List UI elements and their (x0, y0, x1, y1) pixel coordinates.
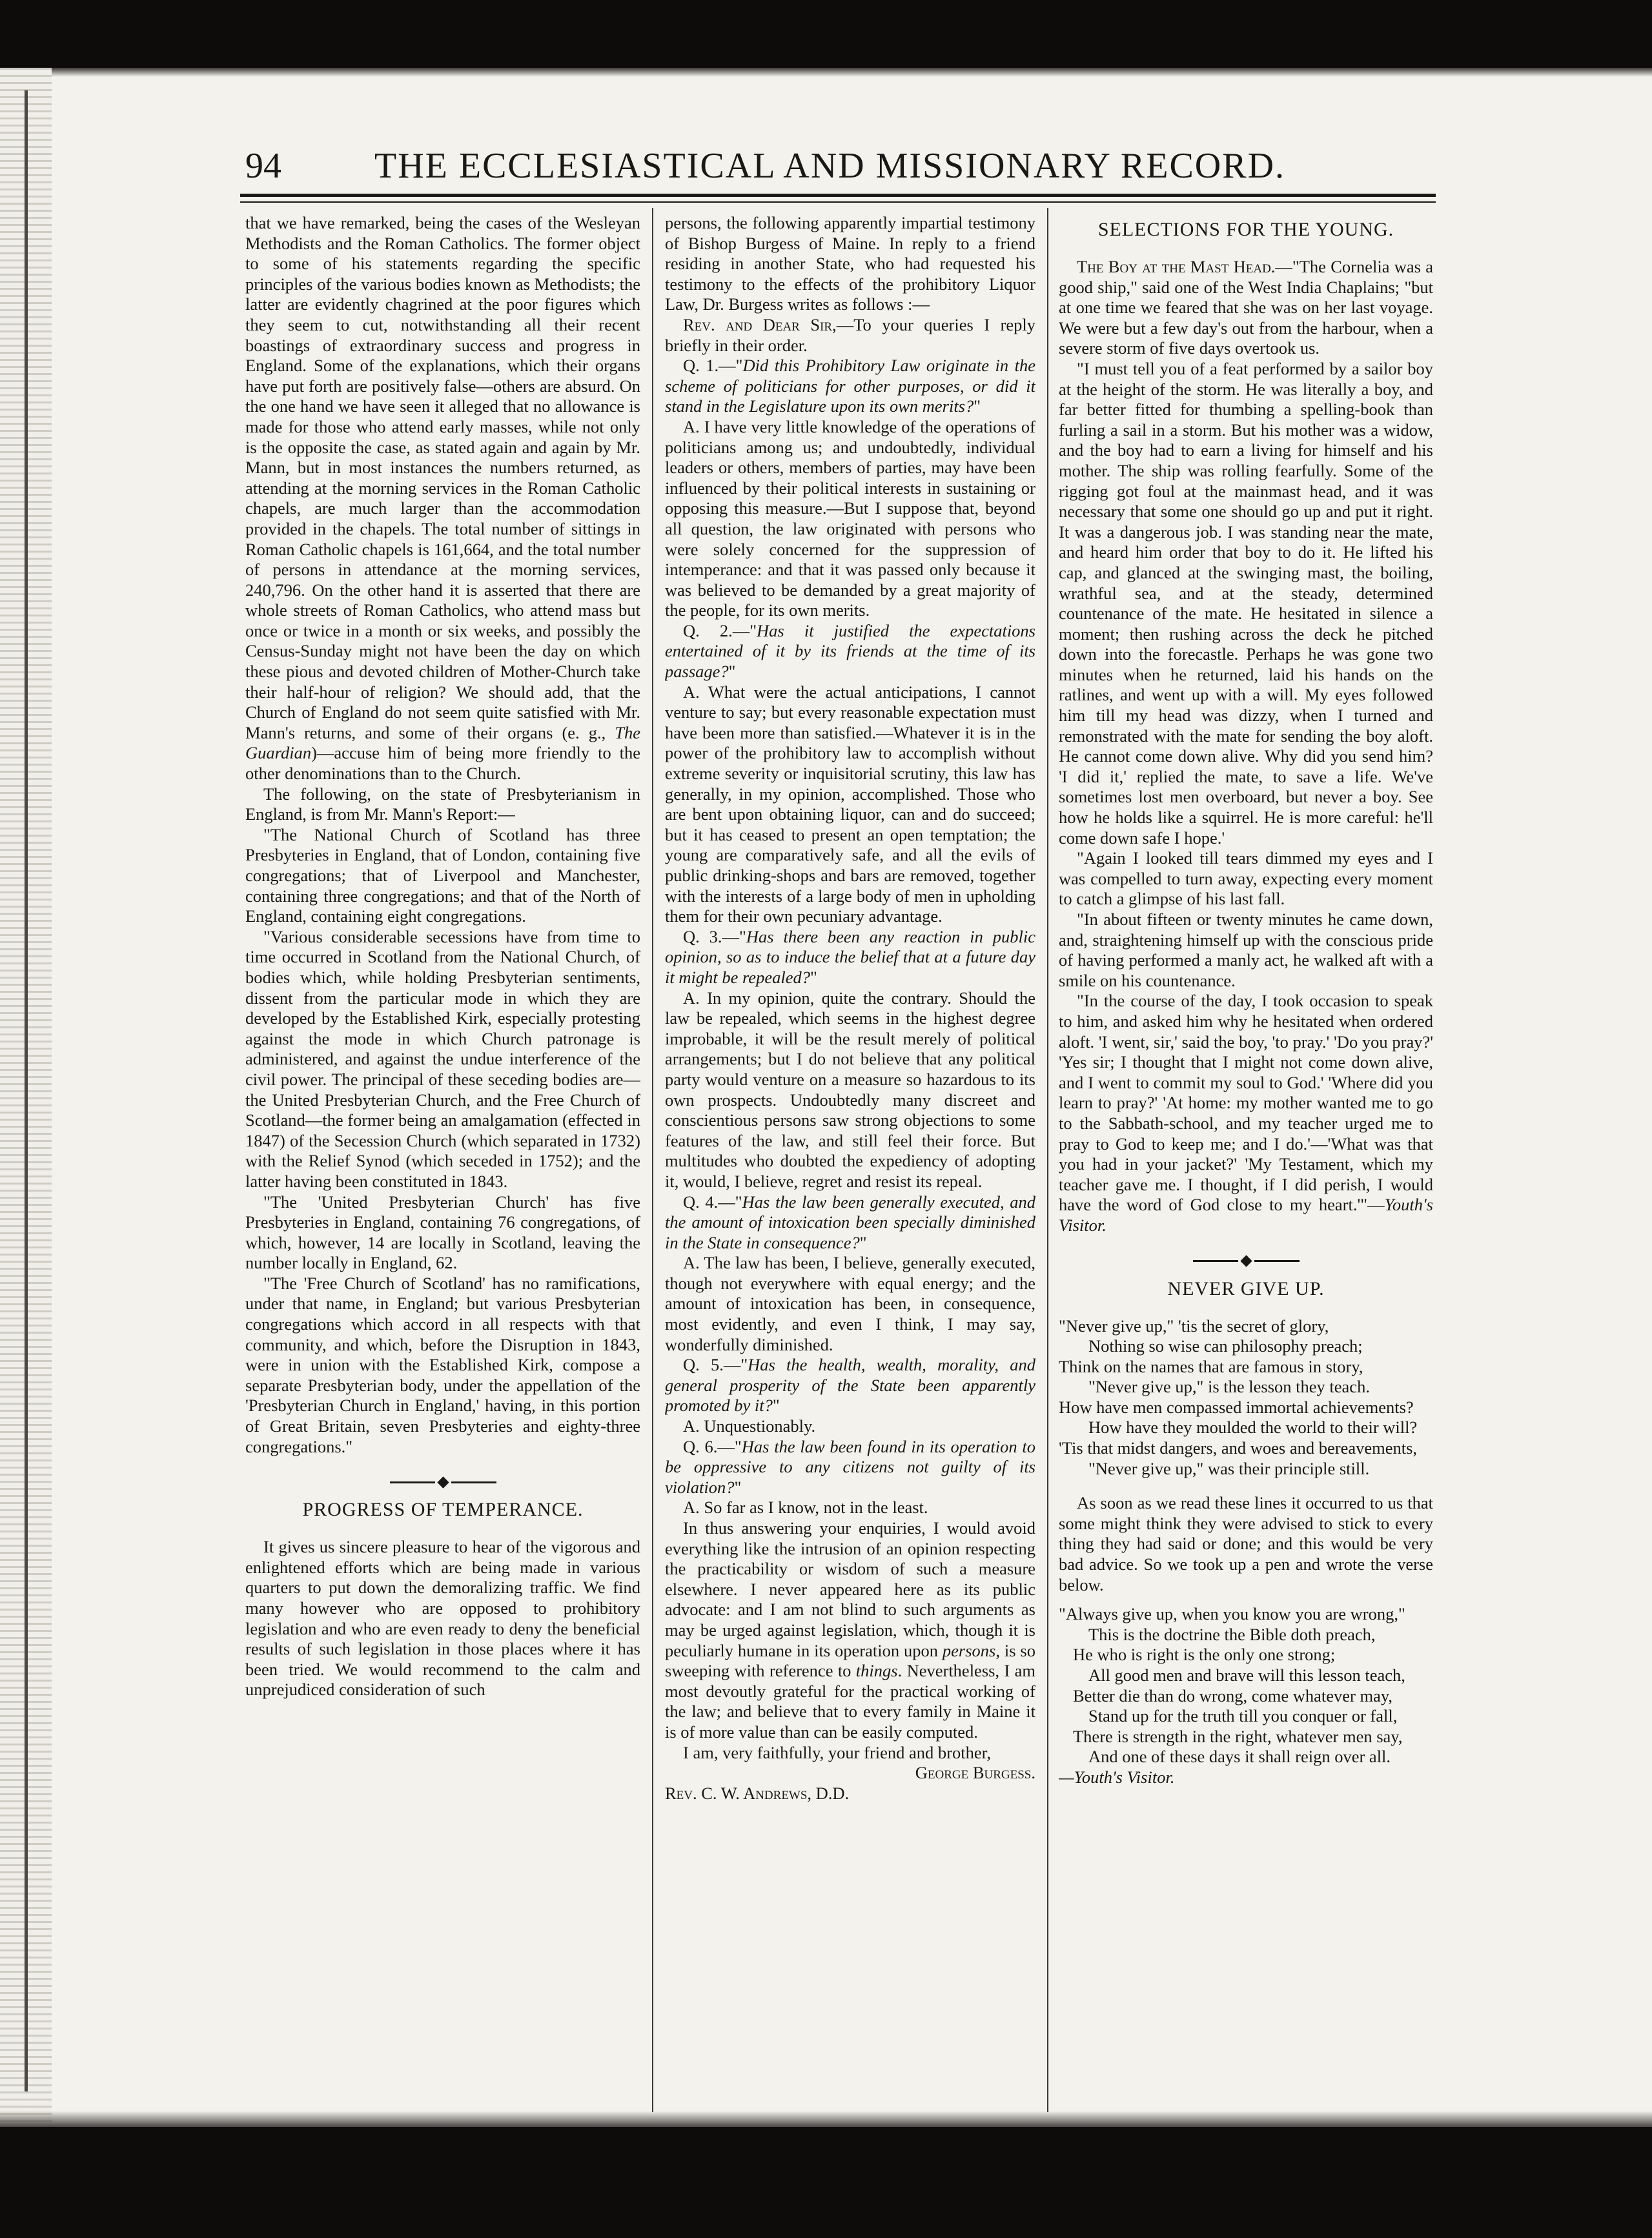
scan-bottom-border (0, 2127, 1652, 2238)
poem-source: —Youth's Visitor. (1059, 1767, 1175, 1787)
page-number: 94 (245, 146, 281, 186)
poem-never-give-up (1059, 1316, 1433, 1480)
answer-1: A. I have very little knowledge of the operations of politicians among us; and undoubtedly, individual leaders or others, members of parties, may have been influenced by their political interests in sustaining or opposing this measure.—But I suppose that, beyond all question, the law originated with persons who were solely concerned for the suppression of intemperance: and that it was passed only because it was believed to be demanded by a great majority of the people, for its own merits. (665, 416, 1035, 620)
scan-top-border (0, 0, 1652, 68)
header-rule-thin (240, 201, 1436, 203)
story-source: Youth's Visitor. (1059, 1195, 1433, 1235)
salutation: Rev. and Dear Sir,—To your queries I reply briefly in their order. (665, 314, 1035, 355)
poem-line: He who is right is the only one strong; (1073, 1645, 1336, 1665)
poem-line: This is the doctrine the Bible doth preach, (1088, 1624, 1376, 1644)
poem-line: How have they moulded the world to their will? (1088, 1418, 1418, 1438)
poem-line: Nothing so wise can philosophy preach; (1088, 1336, 1363, 1356)
story-paragraph: "Again I looked till tears dimmed my eyes and I was compelled to turn away, expecting every moment to catch a glimpse of his last fall. (1059, 848, 1433, 909)
column-1 (245, 213, 640, 2114)
answer-6: A. So far as I know, not in the least. (683, 1498, 928, 1518)
running-head (245, 143, 1427, 188)
question-4: Q. 4.—"Has the law been generally executed, and the amount of intoxication been specially diminished in the State in consequence?" (665, 1192, 1035, 1252)
paragraph: "Various considerable secessions have from time to time occurred in Scotland from the National Church, of bodies which, while holding Presbyterian sentiments, dissent from the particular mode in which they are developed by the Established Kirk, especially protesting against the mode in which Church patronage is administered, and against the undue interference of the civil power. The principal of these seceding bodies are—the United Presbyterian Church, and the Free Church of Scotland—the former being an amalgamation (effected in 1847) of the Secession Church (which separated in 1732) with the Relief Synod (which seceded in 1752); and the latter having been constituted in 1843. (245, 926, 640, 1191)
paragraph: that we have remarked, being the cases of the Wesleyan Methodists and the Roman Catholics. The former object to some of his statements regarding the specific principles of the various bodies known as Methodists; the latter are evidently chagrined at the poor figures which they seem to cut, notwithstanding all their recent boastings of extraordinary success and progress in England. Some of the explanations, which their organs have put forth are positively false—others are absurd. On the one hand we have seen it alleged that no allowance is made for those who attend early masses, while not only is the opposite the case, as stated again and again by Mr. Mann, but in most instances the numbers returned, as attending at the morning services in the Roman Catholic chapels, are much larger than the accommodation provided in the chapels. The total number of sittings in Roman Catholic chapels is 161,664, and the total number of persons in attendance at the morning services, 240,796. On the other hand it is asserted that there are whole streets of Roman Catholics, who attend mass but once or twice in a month or six weeks, and possibly the Census-Sunday might not have been the day on which these pious and devoted children of Mother-Church take their half-hour of religion? We should add, that the Church of England do not seem quite satisfied with Mr. Mann's returns, and some of their organs (e. g., The Guardian)—accuse him of being more friendly to the other denominations than to the Church. (245, 213, 640, 784)
signature: George Burgess. (915, 1763, 1035, 1783)
question-3: Q. 3.—"Has there been any reaction in public opinion, so as to induce the belief that at a future day it might be repealed?" (665, 926, 1035, 987)
story-paragraph: "I must tell you of a feat performed by a sailor boy at the height of the storm. He was literally a boy, and far better fitted for thumbing a spelling-book than furling a sail in a storm. But his mother was a widow, and the boy had to earn a living for himself and his mother. The ship was rolling fearfully. Some of the rigging got foul at the mainmast head, and it was necessary that some one should go up and put it right. It was a dangerous job. I was standing near the mate, and heard him order that boy to do it. He lifted his cap, and glanced at the swinging mast, the boiling, wrathful sea, and at the steady, determined countenance of the mate. He hesitated in silence a moment; then rushing across the deck he pitched down into the forecastle. Perhaps he was gone two minutes when he returned, laid his hands on the ratlines, and went up with a will. My eyes followed him till my head was dizzy, when I turned and remonstrated with the mate for sending the boy aloft. He cannot come down alive. Why did you send him? 'I did it,' replied the mate, to save a life. We've sometimes lost men overboard, but never a boy. See how he holds like a squirrel. He is more careful: he'll come down safe I hope.' (1059, 358, 1433, 848)
paragraph: As soon as we read these lines it occurred to us that some might think they were advised to stick to every thing they had said or done; and this would be very bad advice. So we took up a pen and wrote the verse below. (1059, 1493, 1433, 1594)
story-paragraph: "In about fifteen or twenty minutes he came down, and, straightening himself up with the conscious pride of having performed a manly act, he walked aft with a smile on his countenance. (1059, 910, 1433, 990)
scan-top-shadow (0, 68, 1652, 77)
column-divider-1 (652, 208, 653, 2112)
paragraph: It gives us sincere pleasure to hear of the vigorous and enlightened efforts which are being made in various quarters to put down the demoralizing traffic. We find many however who are opposed to prohibitory legislation and who are even ready to deny the beneficial results of such legislation in those places where it has been tried. We would recommend to the calm and unprejudiced consideration of such (245, 1537, 640, 1700)
poem-line: "Never give up," is the lesson they teach. (1088, 1377, 1370, 1397)
section-ornament (245, 1472, 640, 1492)
poem-line: All good men and brave will this lesson teach, (1088, 1665, 1405, 1685)
answer-4: A. The law has been, I believe, generally executed, though not everywhere with equal energy; and the amount of intoxication has been, in consequence, most evidently, and even I think, I may say, wonderfully diminished. (665, 1253, 1035, 1354)
poem-line: How have men compassed immortal achievements? (1059, 1397, 1414, 1417)
column-3 (1059, 213, 1433, 2114)
poem-line: There is strength in the right, whatever men say, (1073, 1726, 1403, 1746)
paragraph: persons, the following apparently impartial testimony of Bishop Burgess of Maine. In reply to a friend residing in another State, who had requested his testimony to the effects of the prohibitory Liquor Law, Dr. Burgess writes as follows :— (665, 213, 1035, 314)
scan-binding-line (25, 90, 28, 2091)
poem-line: Better die than do wrong, come whatever may, (1073, 1685, 1392, 1705)
answer-3: A. In my opinion, quite the contrary. Should the law be repealed, which seems in the highest degree improbable, it will be the result merely of political arrangements; but I do not believe that any political party would venture on a measure so hazardous to its own prospects. Undoubtedly many discreet and conscientious persons saw strong objections to some features of the law, and still feel their force. But multitudes who doubted the expediency of adopting it, would, I believe, regret and resist its repeal. (665, 988, 1035, 1191)
story-title: The Boy at the Mast Head. (1077, 257, 1276, 276)
question-5: Q. 5.—"Has the health, wealth, morality, and general prosperity of the State been apparently promoted by it?" (665, 1355, 1035, 1416)
section-ornament (1059, 1252, 1433, 1271)
heading-progress-of-temperance: PROGRESS OF TEMPERANCE. (302, 1499, 584, 1521)
poem-line: "Never give up," was their principle still. (1088, 1458, 1370, 1478)
poem-line: Think on the names that are famous in story, (1059, 1356, 1363, 1376)
paragraph: In thus answering your enquiries, I would avoid everything like the intrusion of an opinion respecting the practicability or wisdom of such a measure elsewhere. I never appeared here as its public advocate: and I am not blind to such arguments as may be urged against legislation, which, though it is peculiarly humane in its operation upon persons, is so sweeping with reference to things. Nevertheless, I am most devoutly grateful for the practical working of the law; and believe that to every family in Maine it is of more value than can be easily computed. (665, 1518, 1035, 1742)
answer-2: A. What were the actual anticipations, I cannot venture to say; but every reasonable expectation must have been more than satisfied.—Whatever it is in the power of the prohibitory law to accomplish without extreme severity or inquisitorial scrutiny, this law has generally, in my opinion, accomplished. Those who are bent upon obtaining liquor, can and do succeed; but it has ceased to present an open temptation; the young are comparatively safe, and all the evils of public drinking-shops and bars are removed, together with the interests of a large body of men in upholding them for their own pecuniary advantage. (665, 682, 1035, 926)
paragraph: "The 'Free Church of Scotland' has no ramifications, under that name, in England; but various Presbyterian congregations which accord in all respects with that community, and which, before the Disruption in 1843, were in union with the Established Kirk, compose a separate Presbyterian body, under the appellation of the 'Presbyterian Church in England,' having, in this portion of Great Britain, seven Presbyteries and eighty-three congregations." (245, 1273, 640, 1456)
poem-line: Stand up for the truth till you conquer or fall, (1088, 1706, 1398, 1726)
header-rule-thick (240, 194, 1436, 197)
question-6: Q. 6.—"Has the law been found in its operation to be oppressive to any citizens not guilty of its violation?" (665, 1436, 1035, 1497)
addressee: Rev. C. W. Andrews, D.D. (665, 1783, 850, 1803)
column-2 (665, 213, 1035, 2114)
paragraph: The following, on the state of Presbyterianism in England, is from Mr. Mann's Report:— (245, 784, 640, 824)
heading-selections-for-the-young: SELECTIONS FOR THE YOUNG. (1097, 219, 1394, 240)
paragraph: "The 'United Presbyterian Church' has five Presbyteries in England, containing 76 congregations, of which, however, 14 are locally in Scotland, leaving the number locally in England, 62. (245, 1192, 640, 1273)
column-divider-2 (1047, 208, 1048, 2112)
story-paragraph: The Boy at the Mast Head.—"The Cornelia was a good ship," said one of the West India Chaplains; "but at one time we feared that she was on her last voyage. We were but a few day's out from the harbour, when a severe storm of five days overtook us. (1059, 257, 1433, 358)
poem-line: "Always give up, when you know you are wrong," (1059, 1604, 1405, 1624)
question-1: Q. 1.—"Did this Prohibitory Law originate in the scheme of politicians for other purposes, or did it stand in the Legislature upon its own merits?" (665, 356, 1035, 416)
paragraph: "The National Church of Scotland has three Presbyteries in England, that of London, containing five congregations; that of Liverpool and Manchester, containing three congregations; and that of the North of England, containing eight congregations. (245, 824, 640, 926)
journal-title: THE ECCLESIASTICAL AND MISSIONARY RECORD. (374, 146, 1286, 186)
story-paragraph: "In the course of the day, I took occasion to speak to him, and asked him why he hesitated when ordered aloft. 'I went, sir,' said the boy, 'to pray.' 'Do you pray?' 'Yes sir; I thought that I might not come down alive, and I went to commit my soul to God.' 'Where did you learn to pray?' 'At home: my mother wanted me to go to the Sabbath-school, and my teacher urged me to pray to God to keep me; and I do.'—'What was that you had in your jacket?' 'My Testament, which my teacher gave me. I thought, if I did perish, I would have the word of God close to my heart.'"—Youth's Visitor. (1059, 991, 1433, 1235)
heading-never-give-up: NEVER GIVE UP. (1167, 1277, 1325, 1299)
answer-5: A. Unquestionably. (683, 1416, 816, 1436)
poem-line: 'Tis that midst dangers, and woes and bereavements, (1059, 1438, 1418, 1458)
valediction: I am, very faithfully, your friend and brother, (683, 1742, 991, 1762)
poem-line: And one of these days it shall reign over all. (1088, 1747, 1391, 1767)
question-2: Q. 2.—"Has it justified the expectations entertained of it by its friends at the time of its passage?" (665, 620, 1035, 682)
poem-always-give-up (1059, 1604, 1433, 1787)
poem-line: "Never give up," 'tis the secret of glory, (1059, 1316, 1329, 1336)
publication-name: The Guardian (245, 722, 640, 763)
